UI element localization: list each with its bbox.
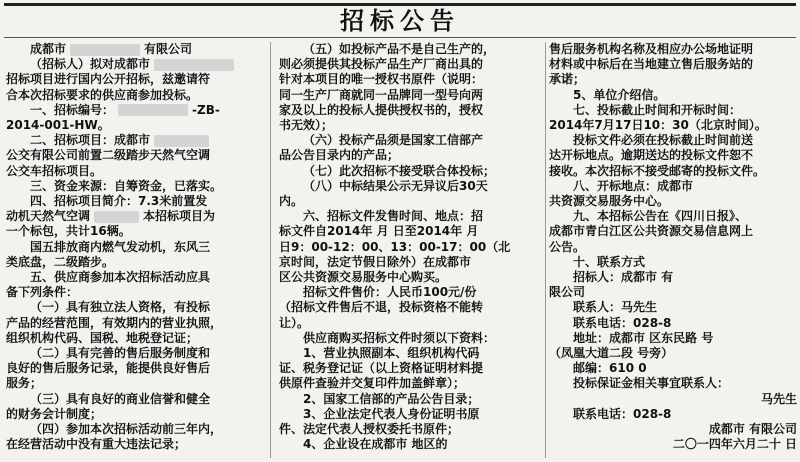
notice-line: 良好的售后服务记录，能提供良好售后 — [6, 361, 211, 376]
notice-line: （六）投标产品须是国家工信部产 — [303, 133, 484, 148]
notice-column-3 — [549, 42, 797, 452]
notice-line: 日9：00-12：00、13：00-17：00（北 — [279, 239, 511, 254]
notice-line: 联系人：马先生 — [573, 300, 658, 315]
notice-line: 五、供应商参加本次招标活动应具 — [30, 270, 211, 285]
column-divider — [270, 42, 271, 458]
notice-line: 京时间，法定节假日除外）在成都市 — [279, 254, 472, 269]
notice-line: 2014-001-HW。 — [6, 118, 110, 133]
notice-line: 招标人：成都市 有 — [573, 270, 674, 285]
redacted-text — [154, 59, 234, 71]
redacted-text — [118, 104, 188, 116]
notice-line: 供应商购买招标文件时须以下资料： — [303, 330, 496, 345]
notice-line: 材料或中标后在当地建立售后服务站的 — [549, 57, 754, 72]
redacted-text — [94, 211, 139, 223]
notice-line: （七）此次招标不接受联合体投标； — [303, 163, 496, 178]
notice-line: 共资源交易服务中心。 — [549, 194, 670, 209]
notice-line: 招标文件售价：人民币100元/份 — [303, 285, 477, 300]
notice-line: （五）如投标产品不是自己生产的， — [303, 42, 496, 56]
redacted-text — [70, 44, 140, 56]
notice-line: 品公告目录内的产品； — [279, 148, 400, 163]
notice-line: （四）参加本次招标活动前三年内， — [30, 422, 223, 437]
notice-line: 四、招标项目简介：7.3米前置发 — [30, 194, 208, 209]
notice-line: 产品的经营范围，有效期内的营业执照， — [6, 315, 223, 330]
notice-line: 类底盘，二级踏步。 — [6, 254, 115, 269]
notice-line: 售后服务机构名称及相应办公场地证明 — [549, 42, 754, 56]
notice-line: （招标人）拟对成都市 — [6, 57, 264, 72]
notice-line: 承诺； — [549, 72, 586, 87]
notice-line: 家及以上的投标人提供授权书的，授权 — [279, 102, 484, 117]
notice-line: 十、联系方式 — [573, 254, 646, 269]
notice-line: 让）。 — [279, 315, 310, 330]
notice-line: 公交有限公司前置二级踏步天然气空调 — [6, 148, 211, 163]
notice-line: 公交车招标项目。 — [6, 163, 103, 178]
notice-line: （招标文件售后不退，投标资格不能转 — [279, 300, 484, 315]
notice-line: 招标项目进行国内公开招标，兹邀请符 — [6, 72, 211, 87]
notice-column-1 — [6, 42, 264, 452]
redacted-text — [154, 135, 209, 147]
notice-line: 书无效）； — [279, 118, 334, 133]
notice-line: 供原件查验并交复印件加盖鲜章）； — [279, 376, 466, 391]
notice-line: 的财务会计制度； — [6, 406, 103, 421]
notice-line: 标文件自2014年 月 日至2014年 月 — [279, 224, 479, 239]
notice-line: （二）具有完善的售后服务制度和 — [30, 346, 211, 361]
notice-line: 2014年7月17日10：30（北京时间）。 — [549, 118, 767, 133]
notice-line: 六、招标文件发售时间、地点：招 — [303, 209, 484, 224]
notice-line: 八、开标地点：成都市 — [573, 178, 694, 193]
notice-line: 件、法定代表人授权委托书原件； — [279, 422, 460, 437]
notice-line: 联系电话：028-8 — [573, 406, 672, 421]
notice-line: 七、投标截止时间和开标时间： — [573, 102, 742, 117]
notice-line: 4、企业设在成都市 地区的 — [303, 437, 448, 452]
notice-line: 动机天然气空调 本招标项目为 — [6, 209, 216, 224]
notice-line: 接收。本次招标不接受邮寄的投标文件。 — [549, 163, 766, 178]
notice-line: 区公共资源交易服务中心购买。 — [279, 270, 448, 285]
notice-line: （凤凰大道二段 号旁） — [549, 346, 674, 361]
notice-line: 证、税务登记证（以上资格证明材料提 — [279, 361, 484, 376]
notice-title: 招标公告 — [340, 6, 460, 35]
notice-line: 同一生产厂商就同一品牌同一型号向两 — [279, 87, 484, 102]
notice-line: 3、企业法定代表人身份证明书原 — [303, 406, 480, 421]
notice-line: 在经营活动中没有重大违法记录； — [6, 437, 187, 452]
notice-line: （八）中标结果公示无异议后30天 — [303, 178, 488, 193]
notice-line: 1、营业执照副本、组织机构代码 — [303, 346, 480, 361]
notice-line: 内。 — [279, 194, 304, 209]
notice-line: 投标文件必须在投标截止时间前送 — [573, 133, 754, 148]
notice-column-2 — [279, 42, 541, 452]
notice-line: 马先生 — [760, 391, 797, 406]
notice-line: 2、国家工信部的产品公告目录； — [303, 391, 480, 406]
notice-line: 成都市 有限公司 — [708, 422, 797, 437]
notice-line: 5、单位介绍信。 — [573, 87, 666, 102]
notice-line: 成都市 有限公司 — [30, 42, 193, 56]
notice-line: 地址：成都市 区东民路 号 — [573, 330, 714, 345]
notice-line: 二〇一四年六月二十 日 — [672, 437, 797, 452]
notice-line: 组织机构代码、国税、地税登记证； — [6, 330, 199, 345]
notice-line: 九、本招标公告在《四川日报》、 — [573, 209, 748, 224]
notice-line: 达开标地点。逾期送达的投标文件恕不 — [549, 148, 754, 163]
notice-line: 一、招标编号： -ZB- — [30, 102, 220, 117]
notice-line: 二、招标项目：成都市 — [6, 133, 264, 148]
title-divider — [4, 37, 796, 38]
notice-line: 备下列条件： — [6, 285, 79, 300]
notice-line: 一个标包，共计16辆。 — [6, 224, 131, 239]
notice-line: 针对本项目的唯一授权书原件（说明： — [279, 72, 484, 87]
notice-line: （一）具有独立法人资格，有投标 — [30, 300, 211, 315]
notice-line: 公告。 — [549, 239, 586, 254]
notice-line: 则必须提供其投标产品生产厂商出具的 — [279, 57, 484, 72]
notice-line: 合本次招标要求的供应商参加投标。 — [6, 87, 199, 102]
notice-line: 国五排放商内燃气发动机，东风三 — [30, 239, 211, 254]
notice-line: 限公司 — [549, 285, 586, 300]
notice-line: 三、资金来源：自筹资金，已落实。 — [30, 178, 223, 193]
notice-line: 投标保证金相关事宜联系人： — [573, 376, 730, 391]
column-divider — [545, 42, 546, 458]
notice-line: 联系电话：028-8 — [573, 315, 672, 330]
notice-line: 邮编：610 0 — [573, 361, 647, 376]
notice-line: （三）具有良好的商业信誉和健全 — [30, 391, 211, 406]
notice-line: 服务； — [6, 376, 43, 391]
notice-line: 成都市青白江区公共资源交易信息网上 — [549, 224, 754, 239]
